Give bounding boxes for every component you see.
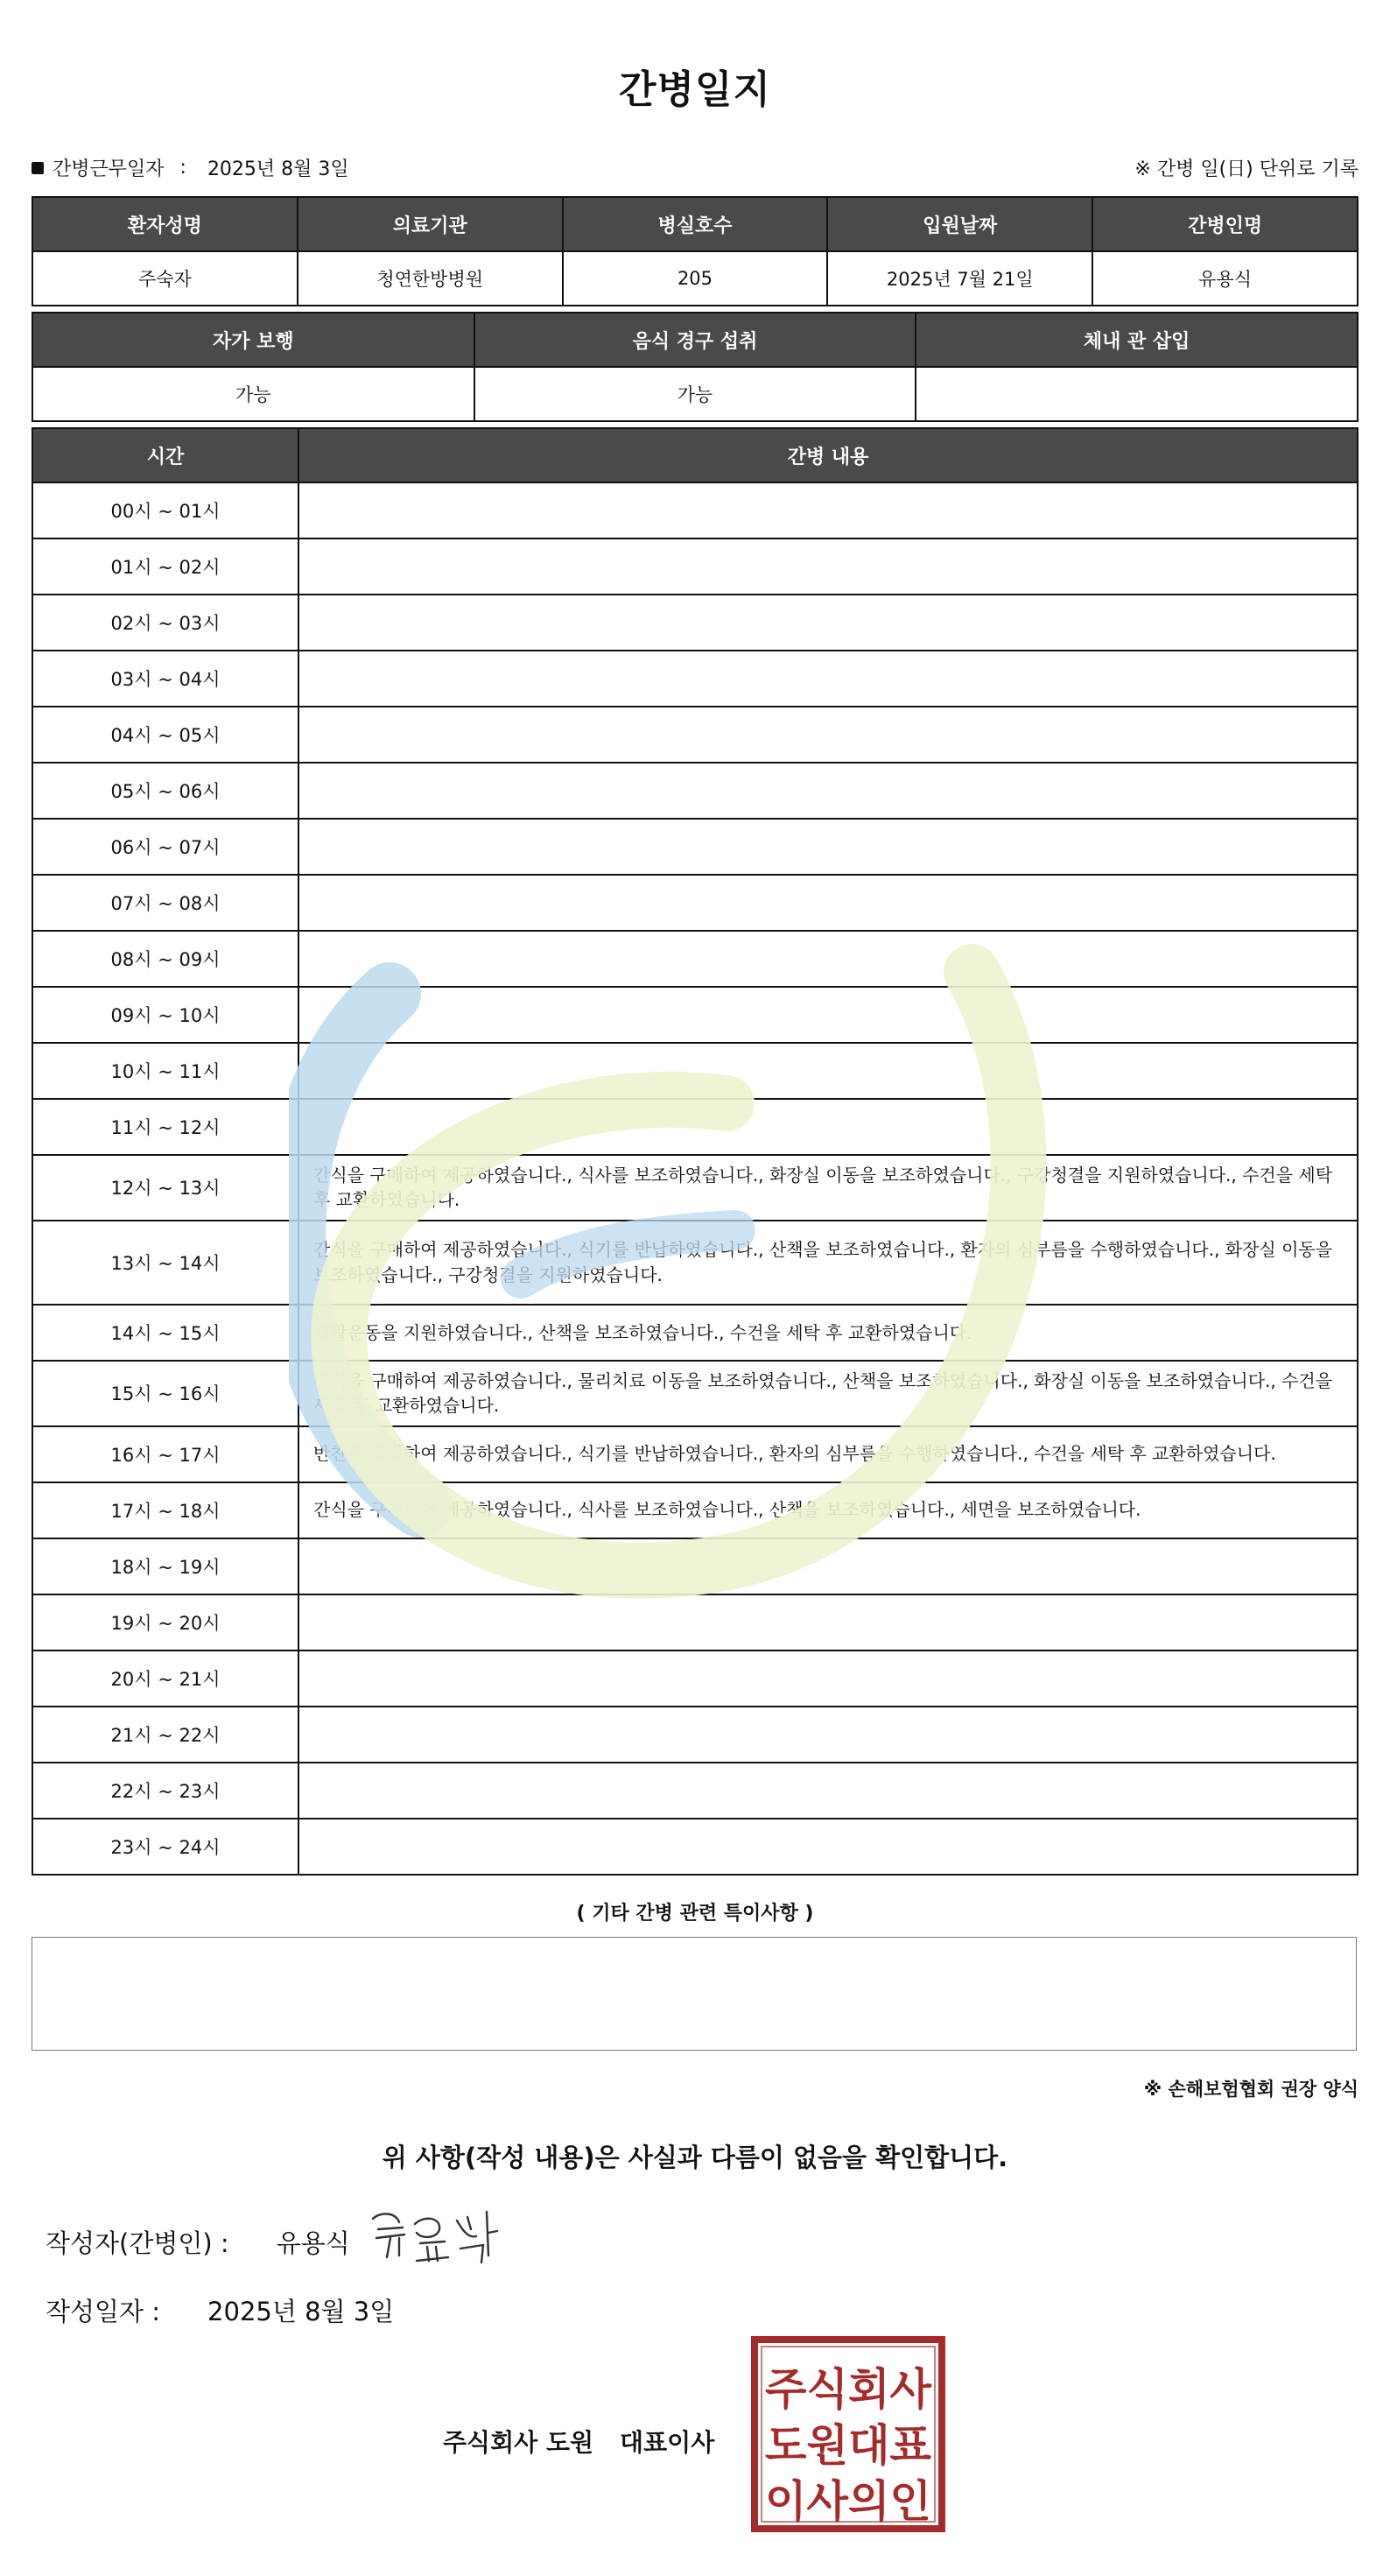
care-content-cell [298,1650,1358,1707]
table-row [32,1361,1358,1426]
document-title: 간병일지 [618,67,771,112]
care-content-cell [298,819,1358,875]
table-row [32,987,1358,1043]
care-content-cell: 간식을 구매하여 제공하였습니다., 식사를 보조하였습니다., 산책을 보조하였습니다., 세면을 보조하였습니다. [298,1482,1358,1538]
table-row [32,1426,1358,1482]
time-cell: 13시 ~ 14시 [32,1221,298,1305]
seal-line-1: 주식회사 [765,2364,932,2415]
work-date-colon: : [179,157,186,179]
writer-row [46,2224,350,2260]
table-row [32,1594,1358,1650]
company-seal [751,2336,945,2532]
header-patient-name: 환자성명 [32,197,298,251]
company-name: 주식회사 도원 [443,2428,594,2457]
seal-line-2: 도원대표 [765,2420,932,2471]
header-room-number: 병실호수 [563,197,828,251]
time-cell: 08시 ~ 09시 [32,931,298,987]
time-cell: 22시 ~ 23시 [32,1763,298,1819]
patient-info-table [32,196,1358,306]
patient-name-value: 주숙자 [32,251,298,306]
time-cell: 14시 ~ 15시 [32,1305,298,1361]
table-row [32,1099,1358,1155]
care-content-cell [298,595,1358,651]
table-row [32,595,1358,651]
room-number-value: 205 [563,251,828,306]
time-cell: 06시 ~ 07시 [32,819,298,875]
time-cell: 05시 ~ 06시 [32,763,298,819]
patient-status-table [32,312,1358,422]
company-signoff [443,2424,714,2459]
header-time: 시간 [32,428,298,482]
time-cell: 11시 ~ 12시 [32,1099,298,1155]
time-cell: 20시 ~ 21시 [32,1650,298,1707]
table-row [32,1763,1358,1819]
header-self-walking: 자가 보행 [32,313,474,367]
written-date-value: 2025년 8월 3일 [207,2297,395,2326]
table-row [32,819,1358,875]
header-admission-date: 입원날짜 [827,197,1092,251]
care-log-table [32,427,1358,1876]
care-content-cell [298,1819,1358,1875]
care-content-cell [298,1594,1358,1650]
time-cell: 01시 ~ 02시 [32,538,298,595]
header-oral-intake: 음식 경구 섭취 [474,313,916,367]
time-cell: 16시 ~ 17시 [32,1426,298,1482]
institution-value: 청연한방병원 [298,251,563,306]
bullet-square-icon [32,162,44,174]
time-cell: 17시 ~ 18시 [32,1482,298,1538]
care-content-cell [298,1538,1358,1594]
care-content-cell [298,651,1358,707]
time-cell: 15시 ~ 16시 [32,1361,298,1426]
company-title: 대표이사 [620,2428,715,2457]
table-row [32,931,1358,987]
table-row [32,1155,1358,1221]
care-content-cell [298,875,1358,931]
care-log-rows [32,482,1358,1875]
tube-insertion-value [916,367,1358,421]
table-row [32,1819,1358,1875]
writer-label: 작성자(간병인) : [46,2228,229,2258]
oral-intake-value: 가능 [474,367,916,421]
time-cell: 19시 ~ 20시 [32,1594,298,1650]
time-cell: 02시 ~ 03시 [32,595,298,651]
care-content-cell: 반찬을 조리하여 제공하였습니다., 식기를 반납하였습니다., 환자의 심부름을 수행하였습니다., 수건을 세탁 후 교환하였습니다. [298,1426,1358,1482]
table-row [32,1482,1358,1538]
written-date-label: 작성일자 : [46,2297,161,2326]
handwritten-signature [361,2203,501,2273]
table-row [32,763,1358,819]
care-content-cell [298,1707,1358,1763]
care-content-cell: 간식을 구매하여 제공하였습니다., 식사를 보조하였습니다., 화장실 이동을 보조하였습니다., 구강청결을 지원하였습니다., 수건을 세탁 후 교환하였습니다. [298,1155,1358,1221]
time-cell: 09시 ~ 10시 [32,987,298,1043]
table-row [32,538,1358,595]
header-institution: 의료기관 [298,197,563,251]
confirm-statement: 위 사항(작성 내용)은 사실과 다름이 없음을 확인합니다. [382,2143,1008,2172]
recommend-note: ※ 손해보험협회 권장 양식 [1143,2079,1358,2100]
table-row [32,482,1358,538]
seal-line-3: 이사의인 [765,2476,931,2527]
time-cell: 12시 ~ 13시 [32,1155,298,1221]
written-date-row [46,2292,394,2328]
admission-date-value: 2025년 7월 21일 [827,251,1092,306]
table-row [32,707,1358,763]
table-row [32,875,1358,931]
care-content-cell: 간식을 구매하여 제공하였습니다., 물리치료 이동을 보조하였습니다., 산책을 보조하였습니다., 화장실 이동을 보조하였습니다., 수건을 세탁 후 교환하였습니다. [298,1361,1358,1426]
care-content-cell [298,987,1358,1043]
self-walking-value: 가능 [32,367,474,421]
care-content-cell [298,1043,1358,1099]
unit-note: ※ 간병 일(日) 단위로 기록 [1134,158,1358,180]
table-row [32,1650,1358,1707]
header-caregiver-name: 간병인명 [1092,197,1358,251]
time-cell: 21시 ~ 22시 [32,1707,298,1763]
header-care-content: 간병 내용 [298,428,1358,482]
notes-box [32,1937,1357,2051]
care-content-cell: 간식을 구매하여 제공하였습니다., 식기를 반납하였습니다., 산책을 보조하였습니다., 환자의 심부름을 수행하였습니다., 화장실 이동을 보조하였습니다., 구강청결을 지원하였습니다. [298,1221,1358,1305]
work-date-label: 간병근무일자 [53,158,165,180]
care-content-cell [298,707,1358,763]
time-cell: 03시 ~ 04시 [32,651,298,707]
care-content-cell [298,1099,1358,1155]
time-cell: 04시 ~ 05시 [32,707,298,763]
time-cell: 18시 ~ 19시 [32,1538,298,1594]
time-cell: 07시 ~ 08시 [32,875,298,931]
care-content-cell [298,931,1358,987]
caregiver-name-value: 유용식 [1092,251,1358,306]
care-content-cell [298,1763,1358,1819]
time-cell: 00시 ~ 01시 [32,482,298,538]
time-cell: 23시 ~ 24시 [32,1819,298,1875]
work-date-row [32,154,349,181]
writer-name: 유용식 [276,2228,350,2258]
table-row [32,1538,1358,1594]
care-content-cell: 재활운동을 지원하였습니다., 산책을 보조하였습니다., 수건을 세탁 후 교환하였습니다. [298,1305,1358,1361]
notes-title: ( 기타 간병 관련 특이사항 ) [576,1903,814,1925]
care-content-cell [298,763,1358,819]
table-row [32,1043,1358,1099]
care-content-cell [298,482,1358,538]
time-cell: 10시 ~ 11시 [32,1043,298,1099]
table-row [32,651,1358,707]
table-row [32,1221,1358,1305]
header-tube-insertion: 체내 관 삽입 [916,313,1358,367]
work-date-value: 2025년 8월 3일 [207,158,349,180]
table-row [32,1305,1358,1361]
table-row [32,1707,1358,1763]
care-content-cell [298,538,1358,595]
